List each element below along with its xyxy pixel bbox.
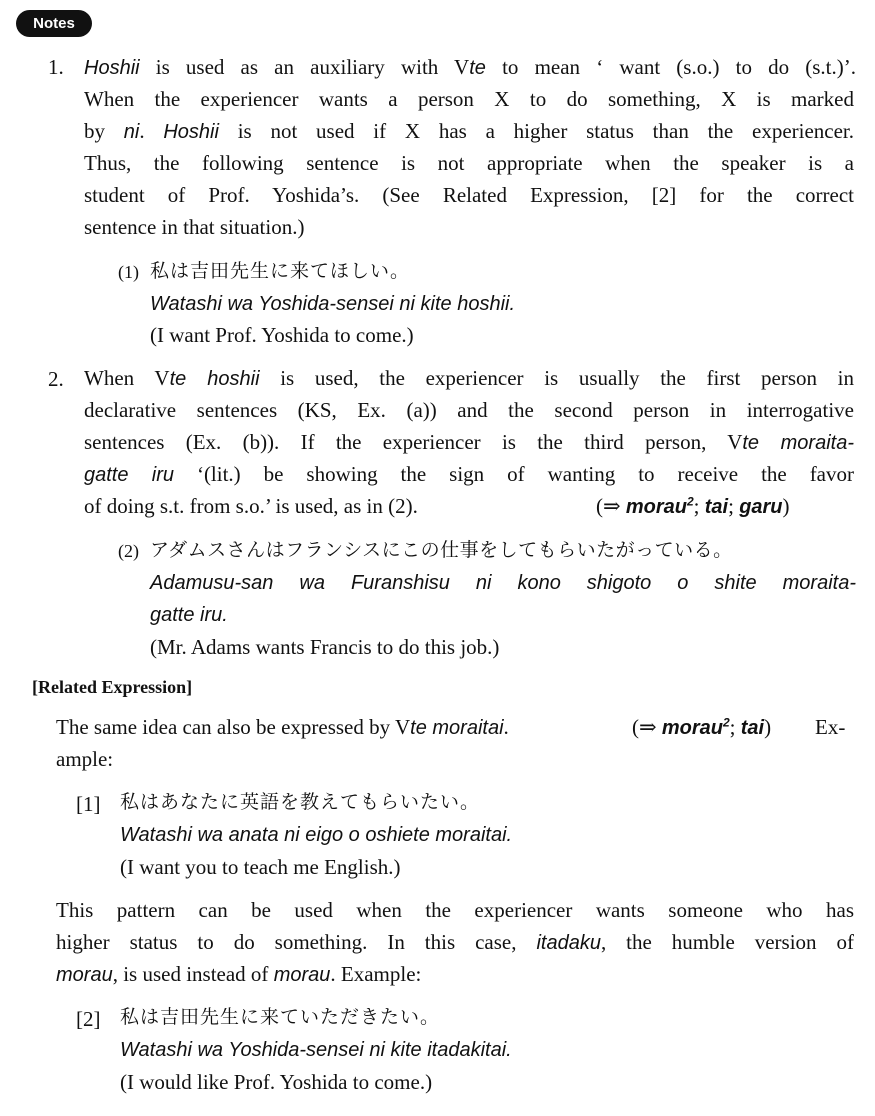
example-1-translation: (I want Prof. Yoshida to come.) — [150, 323, 414, 347]
example-2-japanese: アダムスさんはフランシスにこの仕事をしてもらいたがっている。 — [150, 539, 733, 561]
related-paragraph-1-line-1-end: Ex- — [815, 715, 846, 739]
example-1-romaji: Watashi wa Yoshida-sensei ni kite hoshii. — [150, 293, 516, 315]
ref-tai-link-2: tai — [740, 717, 765, 739]
note-1-line-2: When the experiencer wants a person X to do something, X is marked — [84, 87, 854, 111]
related-paragraph-2-line-2: higher status to do something. In this case, itadaku, the humble version of — [56, 930, 854, 954]
note-2-line-2: declarative sentences (KS, Ex. (a)) and the second person in interrogative — [84, 398, 854, 422]
related-paragraph-2-line-1: This pattern can be used when the experiencer wants someone who has — [56, 898, 854, 922]
related-expression-heading: [Related Expression] — [32, 677, 193, 697]
example-2-translation: (Mr. Adams wants Francis to do this job.) — [150, 635, 500, 659]
related-example-1-japanese: 私はあなたに英語を教えてもらいたい。 — [120, 791, 481, 813]
ref-morau-link: morau$^2$ — [625, 494, 694, 518]
notes-badge: Notes — [16, 10, 92, 37]
related-example-2-translation: (I would like Prof. Yoshida to come.) — [120, 1070, 433, 1094]
note-1-line-5: student of Prof. Yoshida’s. (See Related Expression, [2] for the correct — [84, 183, 854, 207]
related-paragraph-2-line-3: morau, is used instead of morau. Example: — [56, 962, 422, 986]
note-2-number: 2. — [48, 367, 64, 391]
note-1-number: 1. — [48, 55, 64, 79]
related-paragraph-1-line-1: The same idea can also be expressed by Vte moraitai. — [56, 715, 509, 739]
related-example-1-number: [1] — [76, 792, 101, 816]
related-example-1-romaji: Watashi wa anata ni eigo o oshiete moraitai. — [120, 824, 513, 846]
related-example-2-japanese: 私は吉田先生に来ていただきたい。 — [120, 1006, 441, 1028]
example-2-romaji-line-1: Adamusu-san wa Furanshisu ni kono shigoto o shite moraita- — [150, 572, 856, 594]
note-2-line-3: sentences (Ex. (b)). If the experiencer is the third person, Vte moraita- — [84, 430, 854, 454]
example-2-romaji-line-2: gatte iru. — [150, 604, 228, 626]
related-paragraph-1-line-2: ample: — [56, 747, 114, 771]
note-2-line-4: gatte iru ‘(lit.) be showing the sign of wanting to receive the favor — [84, 462, 854, 486]
related-example-2-number: [2] — [76, 1007, 101, 1031]
note-2-cross-reference: (⇒ morau$^2$; tai; garu) — [596, 494, 790, 518]
note-1-line-1: Hoshii is used as an auxiliary with Vte to mean ‘ want (s.o.) to do (s.t.)’. — [84, 55, 857, 79]
note-1-line-4: Thus, the following sentence is not appropriate when the speaker is a — [84, 151, 854, 175]
example-1-number: (1) — [118, 262, 139, 282]
note-2-line-5: of doing s.t. from s.o.’ is used, as in (2). — [84, 494, 418, 518]
ref-garu-link: garu — [739, 496, 783, 518]
related-example-2-romaji: Watashi wa Yoshida-sensei ni kite itadakitai. — [120, 1039, 512, 1061]
note-1-line-3: by ni. Hoshii is not used if X has a higher status than the experiencer. — [84, 119, 855, 143]
ref-tai-link: tai — [704, 496, 729, 518]
note-2-line-1: When Vte hoshii is used, the experiencer is usually the first person in — [84, 366, 855, 390]
note-1-line-6: sentence in that situation.) — [84, 215, 305, 239]
example-2-number: (2) — [118, 541, 139, 561]
example-1-japanese: 私は吉田先生に来てほしい。 — [150, 260, 411, 282]
related-example-1-translation: (I want you to teach me English.) — [120, 855, 401, 879]
related-cross-reference: (⇒ morau$^2$; tai) — [632, 715, 772, 739]
ref-morau-link-2: morau$^2$ — [661, 715, 730, 739]
